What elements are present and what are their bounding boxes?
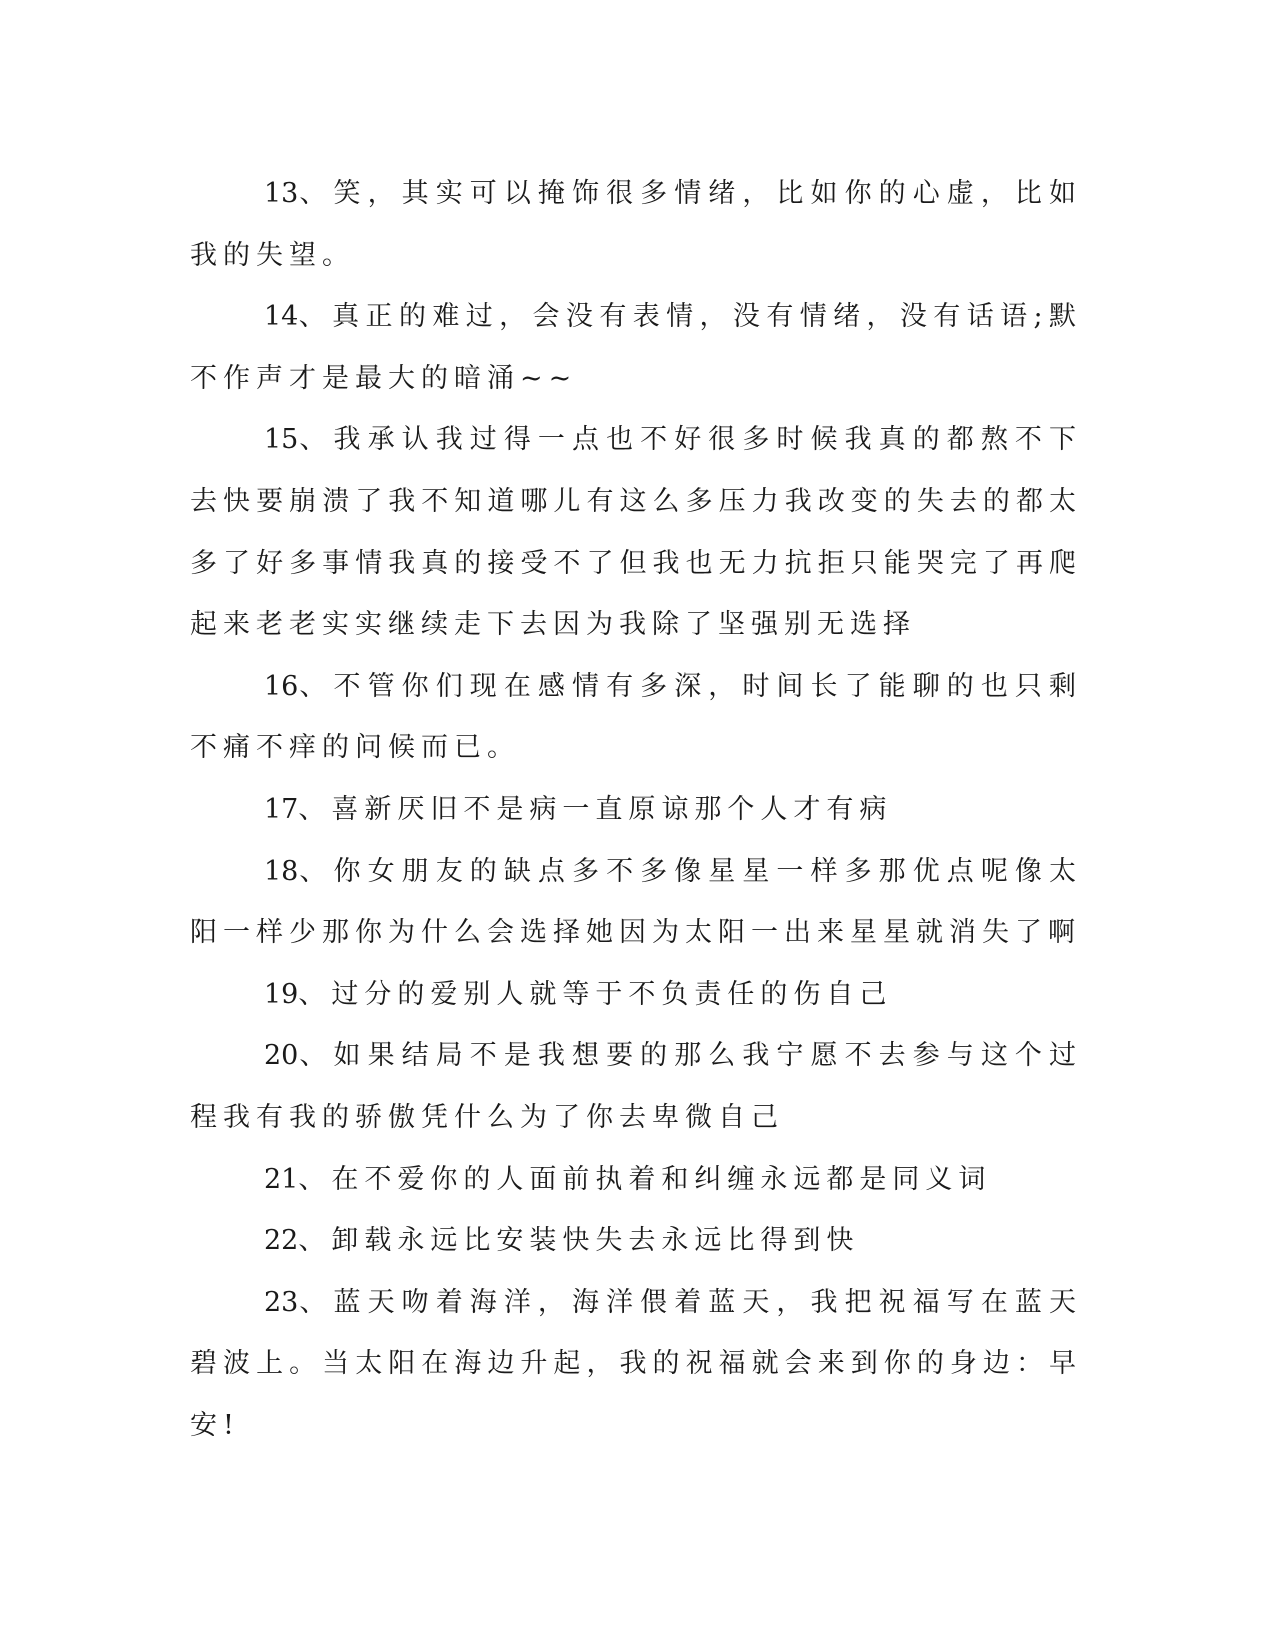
paragraph-number: 23 — [264, 1286, 299, 1318]
paragraph-text: 、真正的难过，会没有表情，没有情绪，没有话语;默不作声才是最大的暗涌~~ — [190, 301, 1082, 394]
paragraph-20 — [190, 1025, 1082, 1148]
paragraph-18 — [190, 841, 1082, 964]
paragraph-number: 22 — [264, 1225, 299, 1257]
paragraph-text: 、在不爱你的人面前执着和纠缠永远都是同义词 — [298, 1163, 992, 1195]
paragraph-13 — [190, 163, 1082, 286]
paragraph-number: 14 — [264, 301, 299, 333]
paragraph-text: 、不管你们现在感情有多深，时间长了能聊的也只剩不痛不痒的问候而已。 — [190, 670, 1082, 764]
paragraph-23 — [190, 1272, 1082, 1457]
paragraph-text: 、喜新厌旧不是病一直原谅那个人才有病 — [298, 793, 893, 825]
paragraph-number: 15 — [264, 424, 299, 456]
paragraph-text: 、如果结局不是我想要的那么我宁愿不去参与这个过程我有我的骄傲凭什么为了你去卑微自己 — [190, 1040, 1082, 1133]
paragraph-21 — [190, 1149, 1082, 1211]
paragraph-number: 16 — [264, 670, 299, 702]
paragraph-text: 、过分的爱别人就等于不负责任的伤自己 — [298, 978, 893, 1010]
paragraph-15 — [190, 409, 1082, 655]
paragraph-text: 、你女朋友的缺点多不多像星星一样多那优点呢像太阳一样少那你为什么会选择她因为太阳一出来星星就消失了啊 — [190, 855, 1082, 949]
document-body — [190, 163, 1082, 1456]
paragraph-number: 18 — [264, 855, 299, 887]
paragraph-text: 、蓝天吻着海洋，海洋偎着蓝天，我把祝福写在蓝天碧波上。当太阳在海边升起，我的祝福就会来到你的身边：早安! — [190, 1286, 1082, 1441]
paragraph-19 — [190, 964, 1082, 1026]
paragraph-number: 17 — [264, 793, 299, 825]
paragraph-number: 19 — [264, 978, 299, 1010]
paragraph-14 — [190, 286, 1082, 409]
paragraph-text: 、我承认我过得一点也不好很多时候我真的都熬不下去快要崩溃了我不知道哪儿有这么多压力我改变的失去的都太多了好多事情我真的接受不了但我也无力抗拒只能哭完了再爬起来老老实实继续走下去因为我除了坚强别无选择 — [190, 424, 1082, 641]
paragraph-17 — [190, 779, 1082, 841]
paragraph-number: 13 — [264, 178, 299, 209]
paragraph-text: 、卸载永远比安装快失去永远比得到快 — [298, 1225, 860, 1257]
paragraph-text: 、笑，其实可以掩饰很多情绪，比如你的心虚，比如我的失望。 — [190, 178, 1082, 271]
paragraph-16 — [190, 656, 1082, 779]
paragraph-number: 20 — [264, 1040, 299, 1072]
paragraph-number: 21 — [264, 1163, 299, 1195]
paragraph-22 — [190, 1210, 1082, 1272]
